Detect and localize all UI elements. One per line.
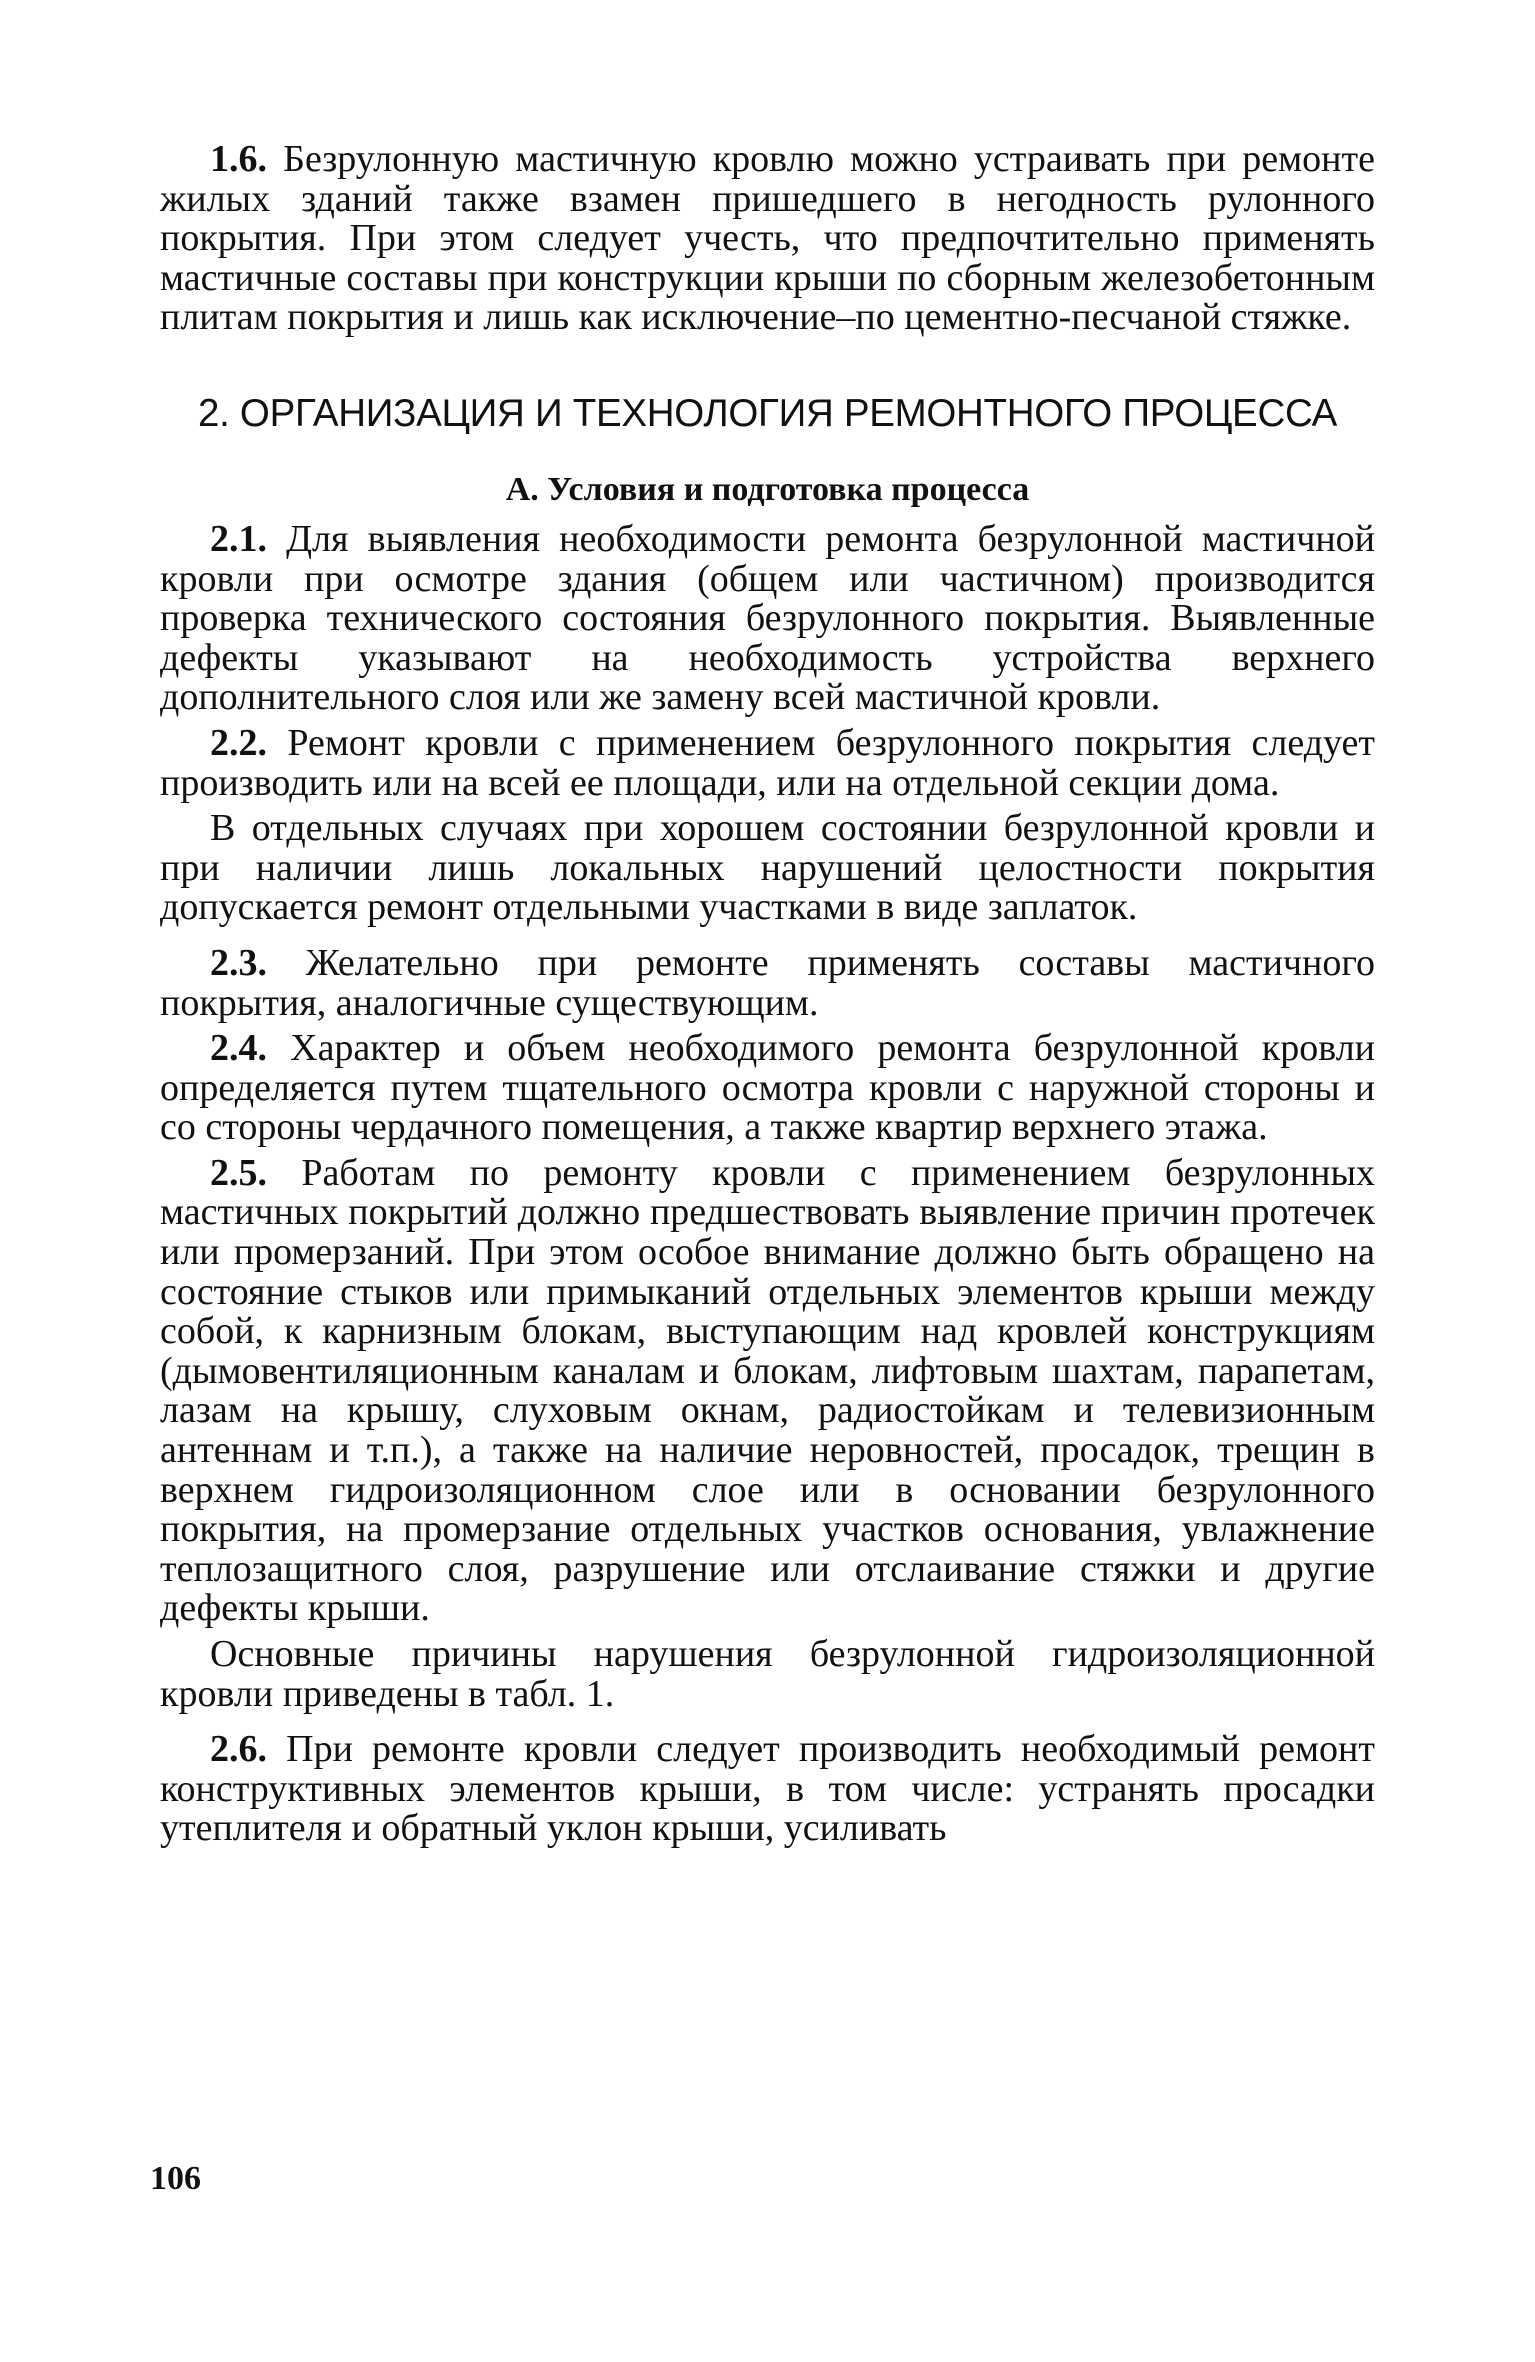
paragraph-text: При ремонте кровли следует производить необходимый ремонт конструктивных элементов крыши, в том числе: устранять просадки утеплителя и обратный уклон крыши, усиливать xyxy=(160,1728,1375,1850)
paragraph-2-3 xyxy=(160,941,1375,1024)
paragraph-number: 2.4. xyxy=(210,1027,267,1070)
paragraph-text: Ремонт кровли с применением безрулонного покрытия следует производить или на всей ее площади, или на отдельной секции дома. xyxy=(160,721,1376,804)
subsection-heading: А. Условия и подготовка процесса xyxy=(505,470,1030,508)
paragraph-text: Безрулонную мастичную кровлю можно устраивать при ремонте жилых зданий также взамен пришедшего в негодность рулонного покрытия. При этом следует учесть, что предпочтительно применять мастичные составы при конструкции крыши по сборным железобетонным плитам покрытия и лишь как исключение–по цементно-песчаной стяжке. xyxy=(160,138,1375,339)
document-page xyxy=(160,140,1375,1849)
paragraph-text: Желательно при ремонте применять составы мастичного покрытия, аналогичные существующим. xyxy=(160,941,1375,1024)
paragraph-text: Работам по ремонту кровли с применением безрулонных мастичных покрытий должно предшествовать выявление причин протечек или промерзаний. При этом особое внимание должно быть обращено на состояние стыков или примыканий отдельных элементов крыши между собой, к карнизным блокам, выступающим над кровлей конструкциям (дымовентиляционным каналам и блокам, лифтовым шахтам, парапетам, лазам на крышу, слуховым окнам, радиостойкам и телевизионным антеннам и т.п.), а также на наличие неровностей, просадок, трещин в верхнем гидроизоляционном слое или в основании безрулонного покрытия, на промерзание отдельных участков основания, увлажнение теплозащитного слоя, разрушение или отслаивание стяжки и другие дефекты крыши. xyxy=(160,1151,1376,1630)
paragraph-2-5-continued: Основные причины нарушения безрулонной гидроизоляционной кровли приведены в табл. 1. xyxy=(160,1633,1375,1715)
paragraph-number: 2.1. xyxy=(210,517,267,560)
paragraph-text: Для выявления необходимости ремонта безрулонной мастичной кровли при осмотре здания (общем или частичном) производится проверка технического состояния безрулонного покрытия. Выявленные дефекты указывают на необходимость устройства верхнего дополнительного слоя или же замену всей мастичной кровли. xyxy=(160,517,1375,719)
paragraph-2-5 xyxy=(160,1151,1376,1630)
paragraph-2-2-continued: В отдельных случаях при хорошем состоянии безрулонной кровли и при наличии лишь локальных нарушений целостности покрытия допускается ремонт отдельными участками в виде заплаток. xyxy=(160,807,1375,929)
paragraph-text: Характер и объем необходимого ремонта безрулонной кровли определяется путем тщательного осмотра кровли с наружной стороны и со стороны чердачного помещения, а также квартир верхнего этажа. xyxy=(160,1027,1375,1149)
paragraph-1-6 xyxy=(160,140,1375,338)
section-heading: 2. ОРГАНИЗАЦИЯ И ТЕХНОЛОГИЯ РЕМОНТНОГО ПРОЦЕССА xyxy=(198,391,1337,435)
paragraph-2-1 xyxy=(160,517,1375,719)
paragraph-2-6 xyxy=(160,1730,1375,1849)
paragraph-number: 2.6. xyxy=(210,1728,267,1771)
paragraph-number: 2.3. xyxy=(210,941,267,984)
paragraph-number: 2.2. xyxy=(210,721,267,764)
page-number: 106 xyxy=(150,2160,201,2197)
paragraph-2-4 xyxy=(160,1029,1375,1148)
paragraph-number: 2.5. xyxy=(210,1151,267,1194)
paragraph-number: 1.6. xyxy=(210,138,267,180)
paragraph-2-2 xyxy=(160,721,1376,804)
